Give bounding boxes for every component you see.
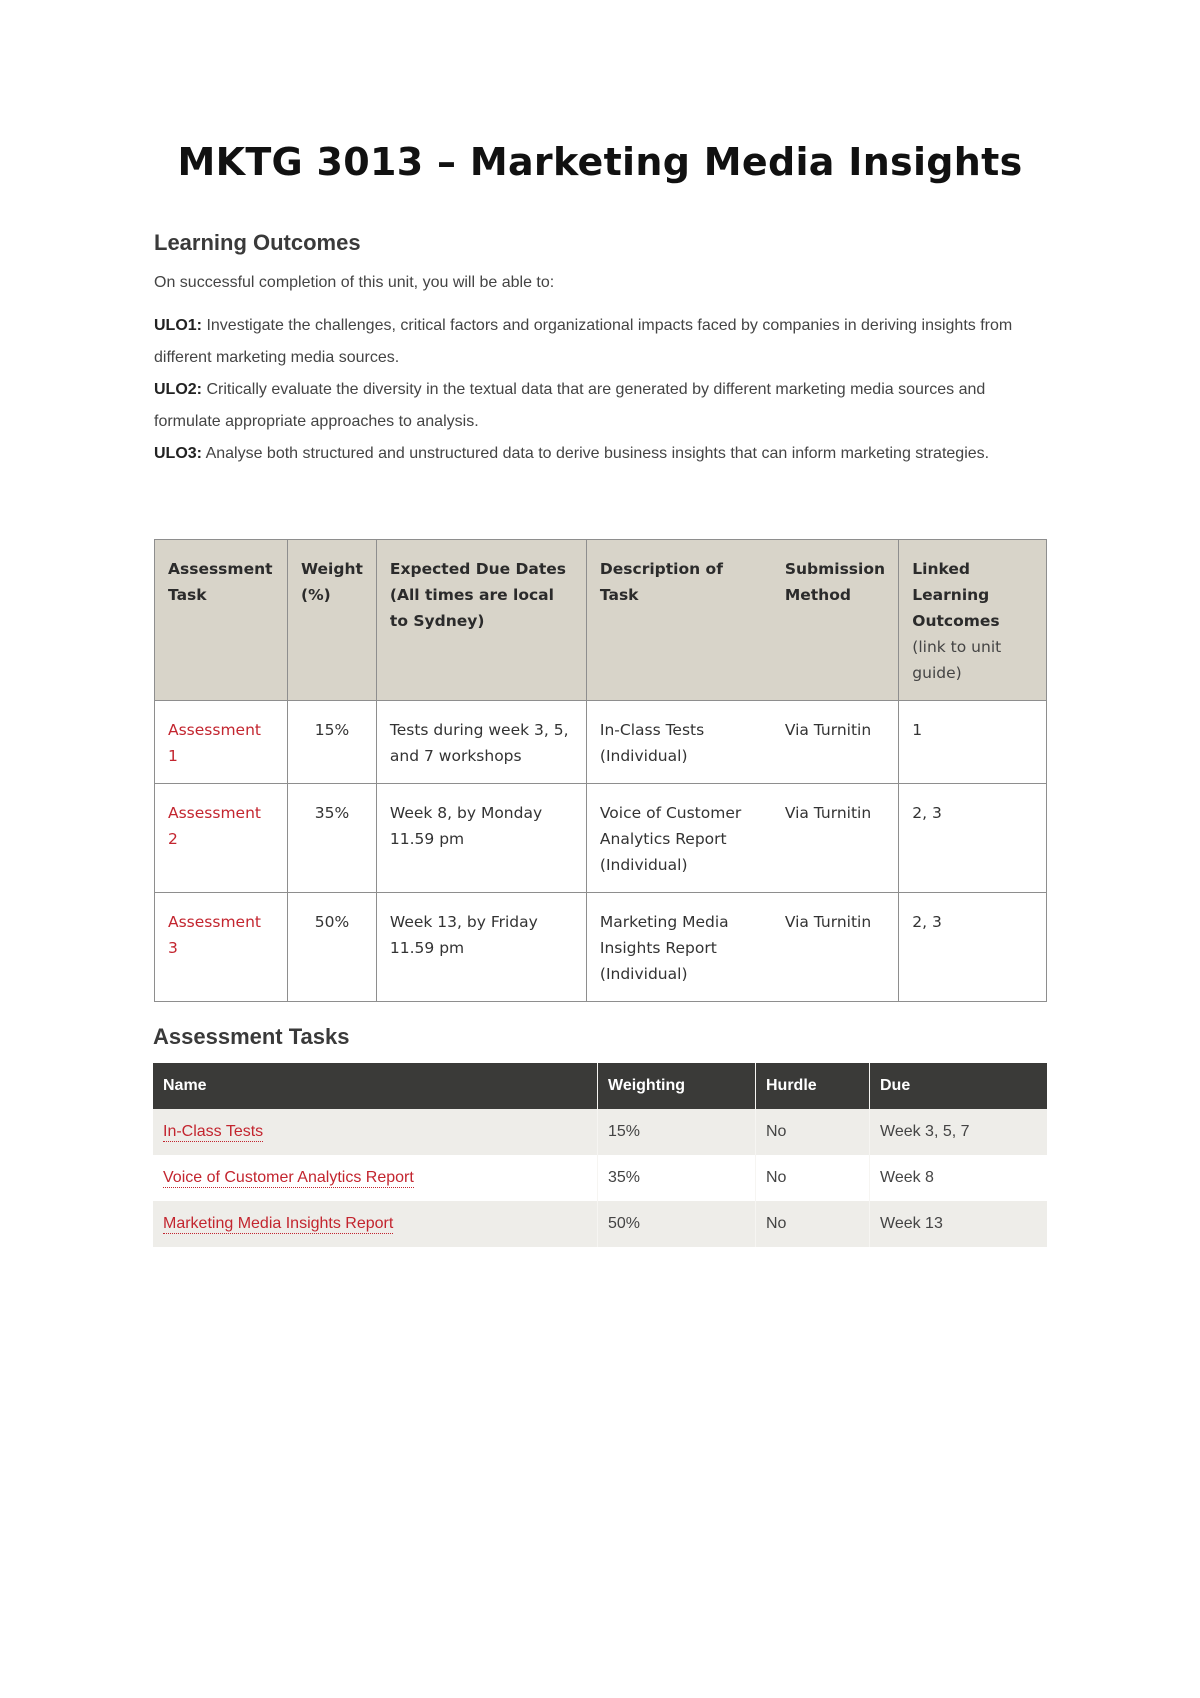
table-row [155, 893, 1047, 1002]
table-row [155, 784, 1047, 893]
header-submission-method: Submission Method [772, 540, 899, 701]
weighting-cell: 35% [598, 1155, 756, 1201]
table-row [153, 1201, 1047, 1247]
document-title: MKTG 3013 – Marketing Media Insights [177, 140, 1023, 184]
header-linked-outcomes [899, 540, 1047, 701]
due-cell: Week 8, by Monday 11.59 pm [376, 784, 586, 893]
tasks-header-row [153, 1063, 1047, 1109]
hurdle-cell: No [756, 1155, 870, 1201]
ulo-text: Analyse both structured and unstructured data to derive business insights that can inform marketing strategies. [205, 445, 990, 462]
description-cell: Marketing Media Insights Report (Individual) [586, 893, 771, 1002]
assessment-overview-table [154, 539, 1047, 1002]
assessment-tasks-heading: Assessment Tasks [153, 1024, 350, 1049]
ulo-code: ULO2: [154, 381, 202, 398]
header-weighting: Weighting [598, 1063, 756, 1109]
header-assessment-task: Assessment Task [155, 540, 288, 701]
submission-cell: Via Turnitin [772, 784, 899, 893]
task-name-cell [153, 1109, 598, 1155]
ulo-text: Critically evaluate the diversity in the textual data that are generated by different marketing media sources and formulate appropriate approaches to analysis. [154, 381, 986, 430]
header-name: Name [153, 1063, 598, 1109]
task-link[interactable]: Marketing Media Insights Report [163, 1215, 394, 1232]
submission-cell: Via Turnitin [772, 893, 899, 1002]
due-cell: Week 13 [870, 1201, 1048, 1247]
assessment-tasks-table [153, 1063, 1047, 1247]
task-link[interactable]: In-Class Tests [163, 1123, 264, 1140]
assessment-link[interactable]: Assessment 3 [155, 893, 288, 1002]
ulo-item [154, 310, 1046, 374]
linked-outcomes-cell: 2, 3 [899, 784, 1047, 893]
hurdle-cell: No [756, 1201, 870, 1247]
task-link[interactable]: Voice of Customer Analytics Report [163, 1169, 414, 1186]
table-row [153, 1155, 1047, 1201]
ulo-item [154, 438, 1046, 470]
overview-header-row [155, 540, 1047, 701]
task-name-cell [153, 1155, 598, 1201]
due-cell: Week 3, 5, 7 [870, 1109, 1048, 1155]
linked-outcomes-cell: 2, 3 [899, 893, 1047, 1002]
assessment-link[interactable]: Assessment 2 [155, 784, 288, 893]
header-hurdle: Hurdle [756, 1063, 870, 1109]
due-cell: Week 8 [870, 1155, 1048, 1201]
weight-cell: 35% [287, 784, 376, 893]
ulo-code: ULO1: [154, 317, 202, 334]
header-weight: Weight (%) [287, 540, 376, 701]
ulo-code: ULO3: [154, 445, 202, 462]
assessment-link[interactable]: Assessment 1 [155, 701, 288, 784]
learning-outcomes-intro: On successful completion of this unit, you will be able to: [154, 274, 555, 291]
description-cell: In-Class Tests (Individual) [586, 701, 771, 784]
learning-outcomes-list [154, 310, 1046, 470]
header-description: Description of Task [586, 540, 771, 701]
weighting-cell: 50% [598, 1201, 756, 1247]
submission-cell: Via Turnitin [772, 701, 899, 784]
weight-cell: 50% [287, 893, 376, 1002]
weight-cell: 15% [287, 701, 376, 784]
ulo-text: Investigate the challenges, critical factors and organizational impacts faced by companies in deriving insights from different marketing media sources. [154, 317, 1013, 366]
header-due-dates: Expected Due Dates (All times are local to Sydney) [376, 540, 586, 701]
learning-outcomes-heading: Learning Outcomes [154, 230, 361, 255]
unit-guide-link[interactable]: (link to unit guide) [912, 638, 1002, 682]
weighting-cell: 15% [598, 1109, 756, 1155]
hurdle-cell: No [756, 1109, 870, 1155]
due-cell: Tests during week 3, 5, and 7 workshops [376, 701, 586, 784]
due-cell: Week 13, by Friday 11.59 pm [376, 893, 586, 1002]
ulo-item [154, 374, 1046, 438]
header-due: Due [870, 1063, 1048, 1109]
task-name-cell [153, 1201, 598, 1247]
table-row [153, 1109, 1047, 1155]
linked-outcomes-cell: 1 [899, 701, 1047, 784]
linked-outcomes-label: Linked Learning Outcomes [912, 560, 1000, 630]
table-row [155, 701, 1047, 784]
description-cell: Voice of Customer Analytics Report (Individual) [586, 784, 771, 893]
